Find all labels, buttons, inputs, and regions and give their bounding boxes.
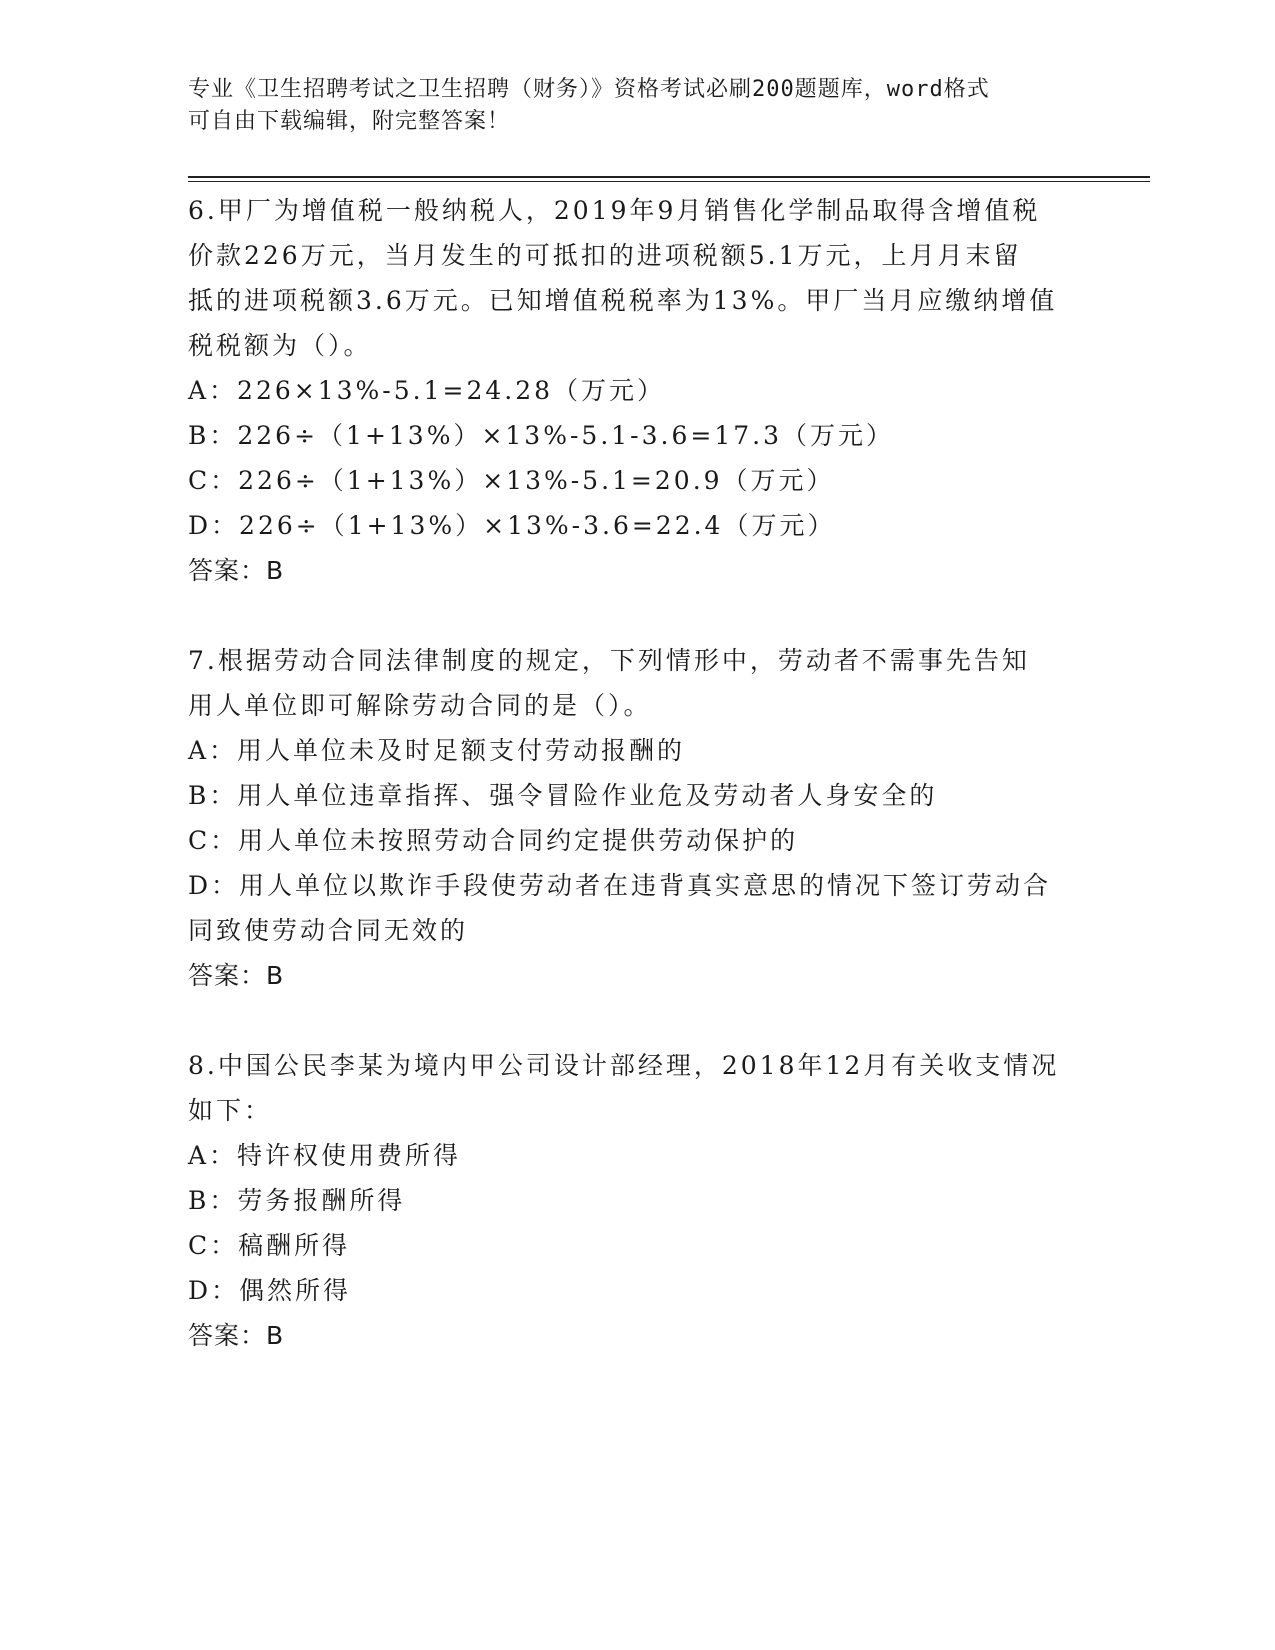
question-stem-line: 7.根据劳动合同法律制度的规定，下列情形中，劳动者不需事先告知 (188, 646, 1030, 675)
header-line-1: 专业《卫生招聘考试之卫生招聘（财务）》资格考试必刷200题题库，word格式 (188, 77, 990, 102)
question-stem-line: 抵的进项税额3.6万元。已知增值税税率为13%。甲厂当月应缴纳增值 (188, 286, 1058, 315)
header-line-2: 可自由下载编辑，附完整答案！ (188, 109, 511, 134)
document-header (188, 74, 1088, 138)
question-list (188, 188, 1088, 1403)
answer-label: 答案：B (188, 556, 285, 585)
option-a: A：用人单位未及时足额支付劳动报酬的 (188, 736, 686, 765)
answer-label: 答案：B (188, 961, 285, 990)
option-c: C：226÷（1+13%）×13%-5.1=20.9（万元） (188, 466, 835, 495)
header-divider-thin (188, 181, 1150, 182)
option-d-continued: 同致使劳动合同无效的 (188, 916, 469, 945)
question-stem-line: 8.中国公民李某为境内甲公司设计部经理，2018年12月有关收支情况 (188, 1051, 1060, 1080)
option-b: B：劳务报酬所得 (188, 1186, 406, 1215)
option-d: D：用人单位以欺诈手段使劳动者在违背真实意思的情况下签订劳动合 (188, 871, 1052, 900)
option-a: A：226×13%-5.1=24.28（万元） (188, 376, 666, 405)
option-c: C：稿酬所得 (188, 1231, 351, 1260)
option-a: A：特许权使用费所得 (188, 1141, 462, 1170)
question-stem-line: 6.甲厂为增值税一般纳税人，2019年9月销售化学制品取得含增值税 (188, 196, 1041, 225)
question-8 (188, 1043, 1088, 1358)
question-stem-line: 如下： (188, 1096, 273, 1125)
option-b: B：226÷（1+13%）×13%-5.1-3.6=17.3（万元） (188, 421, 894, 450)
header-divider-thick (188, 176, 1150, 178)
question-stem-line: 用人单位即可解除劳动合同的是（）。 (188, 691, 652, 720)
option-d: D：226÷（1+13%）×13%-3.6=22.4（万元） (188, 511, 836, 540)
question-stem-line: 税税额为（）。 (188, 331, 372, 360)
question-7 (188, 638, 1088, 998)
question-6 (188, 188, 1088, 593)
question-stem-line: 价款226万元，当月发生的可抵扣的进项税额5.1万元，上月月末留 (188, 241, 1022, 270)
option-b: B：用人单位违章指挥、强令冒险作业危及劳动者人身安全的 (188, 781, 938, 810)
option-d: D：偶然所得 (188, 1276, 352, 1305)
answer-label: 答案：B (188, 1321, 285, 1350)
option-c: C：用人单位未按照劳动合同约定提供劳动保护的 (188, 826, 799, 855)
